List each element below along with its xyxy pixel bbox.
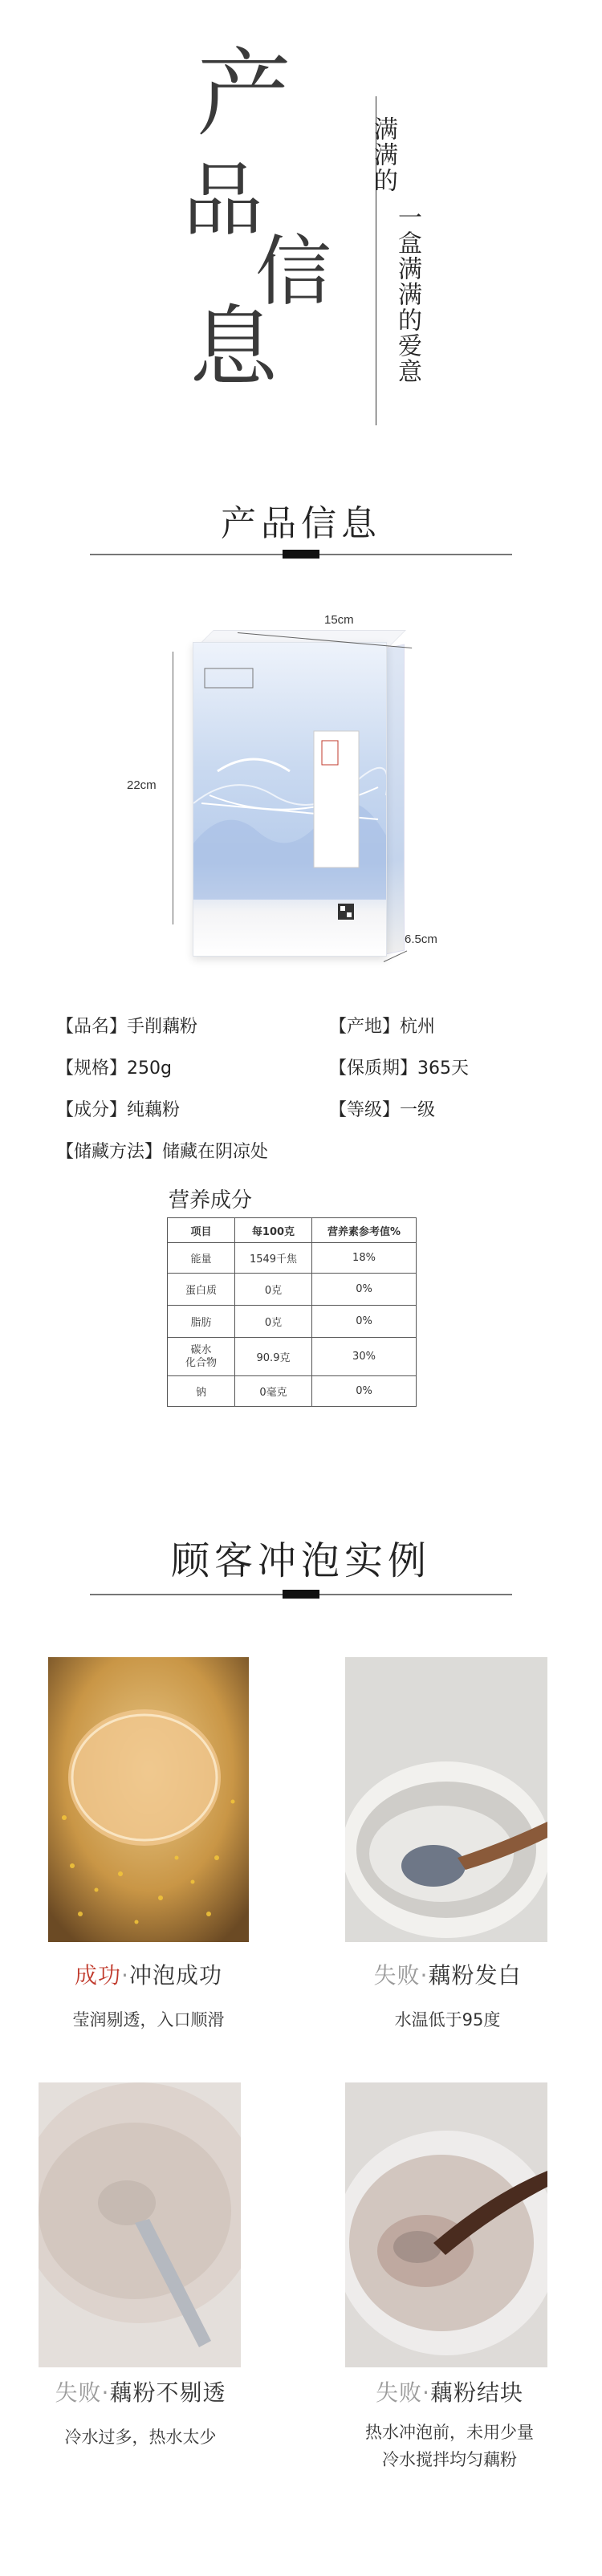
header-char-2: 品 [183, 153, 263, 247]
example-photo-fail-2 [39, 2082, 241, 2367]
spec-ingredient: 【成分】纯藕粉 [56, 1100, 181, 1120]
section-divider-block [283, 550, 319, 559]
nutrition-nrv: 0% [312, 1274, 417, 1306]
nutrition-amount: 90.9克 [235, 1338, 312, 1376]
example-desc-1: 莹润剔透，入口顺滑 [72, 2010, 225, 2030]
example-caption-3: 失败·藕粉不剔透 [55, 2379, 226, 2406]
section-title-examples: 顾客冲泡实例 [170, 1538, 431, 1583]
example-photo-fail-3 [345, 2082, 547, 2367]
nutrition-header-row [168, 1218, 417, 1243]
table-row [168, 1338, 417, 1376]
example-caption-4: 失败·藕粉结块 [376, 2379, 523, 2406]
table-row [168, 1376, 417, 1407]
section-title-product: 产品信息 [221, 503, 381, 544]
table-row [168, 1306, 417, 1338]
spec-name: 【品名】手削藕粉 [56, 1017, 198, 1037]
height-dim-label: 22cm [127, 778, 157, 792]
nutrition-header-nrv: 营养素参考值% [312, 1218, 417, 1243]
nutrition-item: 脂肪 [168, 1306, 235, 1338]
header-char-3: 信 [255, 228, 332, 316]
product-box [193, 642, 387, 957]
nutrition-title: 营养成分 [169, 1188, 253, 1213]
spec-storage: 【储藏方法】储藏在阴凉处 [56, 1142, 269, 1162]
example-photo-fail-1 [345, 1657, 547, 1942]
nutrition-header-per100: 每100克 [235, 1218, 312, 1243]
example-caption-2: 失败·藕粉发白 [373, 1962, 522, 1989]
example-caption-1: 成功·冲泡成功 [75, 1962, 222, 1989]
example-desc-4a: 热水冲泡前，未用少量 [365, 2423, 534, 2442]
nutrition-item: 碳水 化合物 [168, 1338, 235, 1376]
spec-shelf-life: 【保质期】365天 [329, 1058, 470, 1079]
nutrition-amount: 0毫克 [235, 1376, 312, 1407]
nutrition-item: 蛋白质 [168, 1274, 235, 1306]
header-char-1: 产 [197, 39, 292, 149]
example-desc-2: 水温低于95度 [394, 2010, 501, 2030]
nutrition-amount: 1549千焦 [235, 1243, 312, 1274]
example-desc-4b: 冷水搅拌均匀藕粉 [382, 2450, 517, 2469]
table-row [168, 1274, 417, 1306]
nutrition-item: 能量 [168, 1243, 235, 1274]
spec-grade: 【等级】一级 [329, 1100, 436, 1120]
nutrition-table [167, 1217, 417, 1407]
width-dim-label: 15cm [324, 613, 354, 627]
slogan-line-2: 一盒满满的爱意 [393, 205, 421, 384]
spec-size: 【规格】250g [56, 1058, 172, 1079]
header-char-4: 息 [189, 296, 278, 399]
section-divider-block [283, 1590, 319, 1599]
nutrition-header-item: 项目 [168, 1218, 235, 1243]
nutrition-nrv: 18% [312, 1243, 417, 1274]
nutrition-amount: 0克 [235, 1306, 312, 1338]
slogan-line-1: 满满的 [369, 116, 397, 193]
depth-dim-label: 6.5cm [405, 932, 437, 946]
table-row [168, 1243, 417, 1274]
nutrition-nrv: 0% [312, 1376, 417, 1407]
example-desc-3: 冷水过多，热水太少 [64, 2428, 217, 2447]
nutrition-item: 钠 [168, 1376, 235, 1407]
nutrition-nrv: 0% [312, 1306, 417, 1338]
spec-origin: 【产地】杭州 [329, 1017, 436, 1037]
nutrition-amount: 0克 [235, 1274, 312, 1306]
example-photo-success [48, 1657, 249, 1942]
nutrition-nrv: 30% [312, 1338, 417, 1376]
